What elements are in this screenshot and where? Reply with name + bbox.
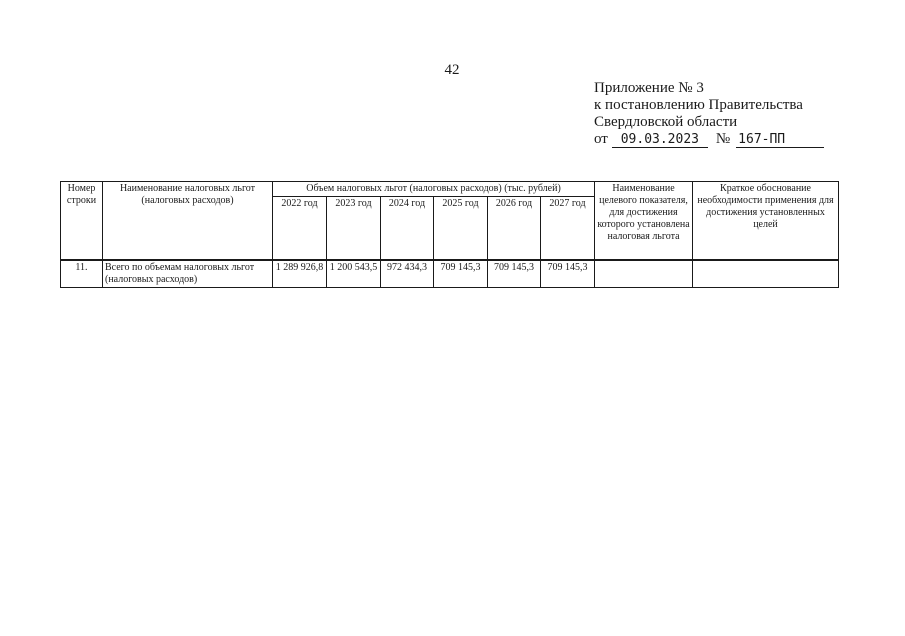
row-value-cell: 1 200 543,5 — [327, 260, 381, 288]
page-number: 42 — [444, 62, 460, 78]
appendix-region: Свердловской области — [594, 114, 738, 130]
header-target-indicator: Наименование целевого показателя, для достижения которого установлена налоговая льгота — [595, 182, 693, 261]
header-row-number: Номер строки — [61, 182, 103, 261]
header-year: 2023 год — [327, 197, 381, 261]
row-value-cell: 972 434,3 — [381, 260, 434, 288]
appendix-date-line — [594, 131, 824, 148]
resolution-date: 09.03.2023 — [612, 132, 708, 148]
row-justification-cell — [693, 260, 839, 288]
appendix-resolution: к постановлению Правительства — [594, 97, 803, 113]
row-number-cell: 11. — [61, 260, 103, 288]
header-year: 2027 год — [541, 197, 595, 261]
row-value-cell: 709 145,3 — [488, 260, 541, 288]
row-value-cell: 1 289 926,8 — [273, 260, 327, 288]
header-benefit-name: Наименование налоговых льгот (налоговых расходов) — [103, 182, 273, 261]
row-value-cell: 709 145,3 — [434, 260, 488, 288]
date-prefix: от — [594, 131, 608, 147]
header-volume-group: Объем налоговых льгот (налоговых расходов) (тыс. рублей) — [273, 182, 595, 197]
row-target-indicator-cell — [595, 260, 693, 288]
header-year: 2022 год — [273, 197, 327, 261]
header-year: 2025 год — [434, 197, 488, 261]
appendix-title: Приложение № 3 — [594, 80, 704, 96]
header-year: 2026 год — [488, 197, 541, 261]
header-year: 2024 год — [381, 197, 434, 261]
appendix-header — [594, 80, 824, 148]
table-row — [61, 260, 839, 288]
tax-benefits-table — [60, 181, 839, 288]
header-justification: Краткое обоснование необходимости применения для достижения установленных целей — [693, 182, 839, 261]
row-value-cell: 709 145,3 — [541, 260, 595, 288]
number-sign: № — [715, 131, 731, 147]
row-name-cell: Всего по объемам налоговых льгот (налоговых расходов) — [103, 260, 273, 288]
table-header-row — [61, 182, 839, 197]
resolution-number: 167-ПП — [736, 132, 824, 148]
